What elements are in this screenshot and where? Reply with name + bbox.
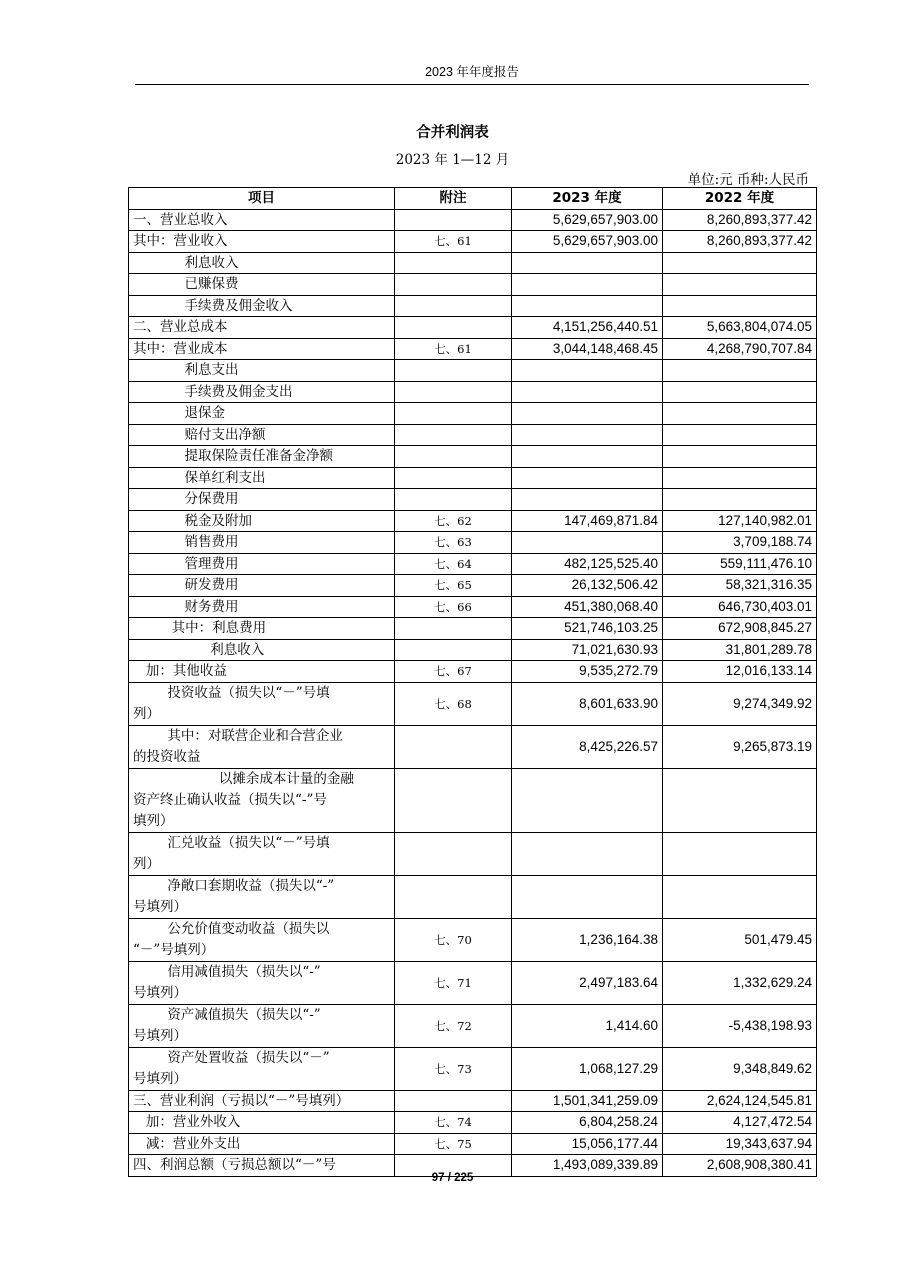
row-note — [395, 252, 512, 274]
row-value-2023: 2,497,183.64 — [512, 961, 663, 1004]
row-item-label: 保单红利支出 — [129, 467, 395, 489]
row-item-label: 其中：利息费用 — [129, 618, 395, 640]
row-value-2022 — [663, 424, 817, 446]
row-item-label: 以摊余成本计量的金融 资产终止确认收益（损失以“-”号 填列） — [129, 768, 395, 832]
row-item-label: 投资收益（损失以“－”号填 列） — [129, 682, 395, 725]
row-value-2023: 521,746,103.25 — [512, 618, 663, 640]
row-value-2022 — [663, 274, 817, 296]
row-item-label: 税金及附加 — [129, 510, 395, 532]
row-value-2023: 8,601,633.90 — [512, 682, 663, 725]
page-number: 97 / 225 — [431, 1172, 474, 1184]
row-value-2023: 5,629,657,903.00 — [512, 231, 663, 253]
row-item-label: 二、营业总成本 — [129, 317, 395, 339]
row-item-label: 提取保险责任准备金净额 — [129, 446, 395, 468]
table-row — [129, 961, 817, 1004]
row-value-2022: 12,016,133.14 — [663, 661, 817, 683]
row-value-2023 — [512, 252, 663, 274]
row-value-2023: 1,414.60 — [512, 1004, 663, 1047]
row-value-2022: 2,608,908,380.41 — [663, 1155, 817, 1177]
row-note — [395, 875, 512, 918]
row-note: 七、74 — [395, 1112, 512, 1134]
row-item-label: 利息支出 — [129, 360, 395, 382]
table-body — [129, 209, 817, 1176]
row-item-label: 资产处置收益（损失以“－” 号填列） — [129, 1047, 395, 1090]
table-row — [129, 575, 817, 597]
row-note — [395, 446, 512, 468]
row-value-2022: 2,624,124,545.81 — [663, 1090, 817, 1112]
row-note — [395, 489, 512, 511]
table-row — [129, 489, 817, 511]
table-row — [129, 639, 817, 661]
table-row — [129, 403, 817, 425]
row-value-2022: 9,348,849.62 — [663, 1047, 817, 1090]
row-value-2022 — [663, 768, 817, 832]
row-note: 七、61 — [395, 231, 512, 253]
row-value-2022: 559,111,476.10 — [663, 553, 817, 575]
row-value-2023 — [512, 274, 663, 296]
row-note — [395, 424, 512, 446]
income-statement-table — [128, 187, 817, 1177]
row-value-2023: 4,151,256,440.51 — [512, 317, 663, 339]
table-row — [129, 467, 817, 489]
row-note: 七、70 — [395, 918, 512, 961]
table-row — [129, 832, 817, 875]
row-note — [395, 403, 512, 425]
table-row — [129, 768, 817, 832]
row-value-2022: 672,908,845.27 — [663, 618, 817, 640]
table-row — [129, 618, 817, 640]
table-header-row — [129, 188, 817, 210]
row-note: 七、75 — [395, 1133, 512, 1155]
header-item: 项目 — [129, 188, 395, 210]
row-item-label: 三、营业利润（亏损以“－”号填列） — [129, 1090, 395, 1112]
row-note: 七、71 — [395, 961, 512, 1004]
row-value-2023: 71,021,630.93 — [512, 639, 663, 661]
row-note — [395, 768, 512, 832]
row-note — [395, 360, 512, 382]
row-note: 七、73 — [395, 1047, 512, 1090]
row-item-label: 资产减值损失（损失以“-” 号填列） — [129, 1004, 395, 1047]
table-row — [129, 338, 817, 360]
row-value-2023 — [512, 768, 663, 832]
row-item-label: 分保费用 — [129, 489, 395, 511]
row-value-2023: 1,501,341,259.09 — [512, 1090, 663, 1112]
row-value-2023 — [512, 403, 663, 425]
row-item-label: 四、利润总额（亏损总额以“－”号 — [129, 1155, 395, 1177]
row-value-2022: 58,321,316.35 — [663, 575, 817, 597]
row-value-2023: 6,804,258.24 — [512, 1112, 663, 1134]
row-value-2022: 4,268,790,707.84 — [663, 338, 817, 360]
row-note — [395, 295, 512, 317]
row-item-label: 信用减值损失（损失以“-” 号填列） — [129, 961, 395, 1004]
statement-title: 合并利润表 — [416, 125, 489, 141]
row-note — [395, 274, 512, 296]
row-value-2023 — [512, 424, 663, 446]
row-value-2022: 4,127,472.54 — [663, 1112, 817, 1134]
header-note: 附注 — [395, 188, 512, 210]
row-note: 七、62 — [395, 510, 512, 532]
row-note — [395, 725, 512, 768]
row-item-label: 研发费用 — [129, 575, 395, 597]
row-value-2023 — [512, 489, 663, 511]
report-header: 2023 年年度报告 — [425, 65, 519, 79]
row-value-2023: 5,629,657,903.00 — [512, 209, 663, 231]
row-value-2023: 9,535,272.79 — [512, 661, 663, 683]
row-item-label: 手续费及佣金收入 — [129, 295, 395, 317]
table-row — [129, 209, 817, 231]
row-value-2023: 8,425,226.57 — [512, 725, 663, 768]
table-row — [129, 424, 817, 446]
table-row — [129, 1112, 817, 1134]
row-item-label: 已赚保费 — [129, 274, 395, 296]
row-item-label: 公允价值变动收益（损失以 “－”号填列） — [129, 918, 395, 961]
row-value-2022 — [663, 489, 817, 511]
table-row — [129, 295, 817, 317]
row-value-2022: 9,274,349.92 — [663, 682, 817, 725]
row-value-2023: 15,056,177.44 — [512, 1133, 663, 1155]
row-item-label: 其中：对联营企业和合营企业 的投资收益 — [129, 725, 395, 768]
table-row — [129, 1090, 817, 1112]
header-divider — [135, 84, 809, 85]
row-value-2023: 482,125,525.40 — [512, 553, 663, 575]
row-item-label: 一、营业总收入 — [129, 209, 395, 231]
row-value-2022 — [663, 875, 817, 918]
table-row — [129, 446, 817, 468]
row-value-2022: 3,709,188.74 — [663, 532, 817, 554]
row-item-label: 财务费用 — [129, 596, 395, 618]
row-item-label: 退保金 — [129, 403, 395, 425]
row-value-2022 — [663, 446, 817, 468]
table-row — [129, 918, 817, 961]
header-2022: 2022 年度 — [663, 188, 817, 210]
table-row — [129, 381, 817, 403]
row-value-2023: 147,469,871.84 — [512, 510, 663, 532]
row-item-label: 利息收入 — [129, 252, 395, 274]
row-value-2022: 8,260,893,377.42 — [663, 209, 817, 231]
table-row — [129, 510, 817, 532]
row-note — [395, 209, 512, 231]
row-value-2022 — [663, 832, 817, 875]
header-2023: 2023 年度 — [512, 188, 663, 210]
table-row — [129, 661, 817, 683]
row-item-label: 汇兑收益（损失以“－”号填 列） — [129, 832, 395, 875]
row-value-2022 — [663, 295, 817, 317]
table-row — [129, 875, 817, 918]
row-value-2022 — [663, 467, 817, 489]
row-value-2023 — [512, 295, 663, 317]
row-value-2023: 3,044,148,468.45 — [512, 338, 663, 360]
statement-period: 2023 年 1—12 月 — [395, 152, 510, 168]
row-note: 七、72 — [395, 1004, 512, 1047]
row-note — [395, 832, 512, 875]
row-value-2023 — [512, 360, 663, 382]
row-item-label: 利息收入 — [129, 639, 395, 661]
row-value-2022: 646,730,403.01 — [663, 596, 817, 618]
row-value-2022: 31,801,289.78 — [663, 639, 817, 661]
row-value-2023: 1,493,089,339.89 — [512, 1155, 663, 1177]
row-value-2022 — [663, 252, 817, 274]
row-item-label: 加：营业外收入 — [129, 1112, 395, 1134]
row-value-2022: 19,343,637.94 — [663, 1133, 817, 1155]
row-value-2022: -5,438,198.93 — [663, 1004, 817, 1047]
table-row — [129, 252, 817, 274]
row-value-2023 — [512, 832, 663, 875]
table-row — [129, 725, 817, 768]
row-note: 七、67 — [395, 661, 512, 683]
row-value-2022: 127,140,982.01 — [663, 510, 817, 532]
table-row — [129, 274, 817, 296]
row-value-2022: 8,260,893,377.42 — [663, 231, 817, 253]
row-value-2023 — [512, 875, 663, 918]
row-note: 七、63 — [395, 532, 512, 554]
row-note — [395, 1090, 512, 1112]
row-item-label: 手续费及佣金支出 — [129, 381, 395, 403]
row-item-label: 赔付支出净额 — [129, 424, 395, 446]
row-value-2023 — [512, 446, 663, 468]
row-item-label: 加：其他收益 — [129, 661, 395, 683]
table-row — [129, 1133, 817, 1155]
row-item-label: 其中：营业收入 — [129, 231, 395, 253]
row-item-label: 净敞口套期收益（损失以“-” 号填列） — [129, 875, 395, 918]
row-item-label: 管理费用 — [129, 553, 395, 575]
row-note: 七、66 — [395, 596, 512, 618]
row-value-2022 — [663, 381, 817, 403]
row-note — [395, 317, 512, 339]
row-value-2022 — [663, 403, 817, 425]
row-note: 七、64 — [395, 553, 512, 575]
row-note: 七、61 — [395, 338, 512, 360]
row-value-2023 — [512, 381, 663, 403]
table-row — [129, 1047, 817, 1090]
statement-unit: 单位:元 币种:人民币 — [687, 172, 809, 188]
row-note: 七、68 — [395, 682, 512, 725]
row-value-2022: 5,663,804,074.05 — [663, 317, 817, 339]
row-note: 七、65 — [395, 575, 512, 597]
row-value-2023: 1,068,127.29 — [512, 1047, 663, 1090]
table-row — [129, 231, 817, 253]
row-value-2023 — [512, 532, 663, 554]
table-row — [129, 596, 817, 618]
table-row — [129, 553, 817, 575]
row-value-2023 — [512, 467, 663, 489]
row-value-2022: 501,479.45 — [663, 918, 817, 961]
row-value-2023: 1,236,164.38 — [512, 918, 663, 961]
table-row — [129, 532, 817, 554]
row-note — [395, 467, 512, 489]
row-value-2023: 26,132,506.42 — [512, 575, 663, 597]
table-row — [129, 317, 817, 339]
row-item-label: 其中：营业成本 — [129, 338, 395, 360]
row-value-2023: 451,380,068.40 — [512, 596, 663, 618]
table-row — [129, 682, 817, 725]
row-item-label: 销售费用 — [129, 532, 395, 554]
row-item-label: 减：营业外支出 — [129, 1133, 395, 1155]
table-row — [129, 360, 817, 382]
row-value-2022 — [663, 360, 817, 382]
row-value-2022: 9,265,873.19 — [663, 725, 817, 768]
row-note — [395, 381, 512, 403]
row-value-2022: 1,332,629.24 — [663, 961, 817, 1004]
row-note — [395, 618, 512, 640]
row-note — [395, 639, 512, 661]
table-row — [129, 1004, 817, 1047]
